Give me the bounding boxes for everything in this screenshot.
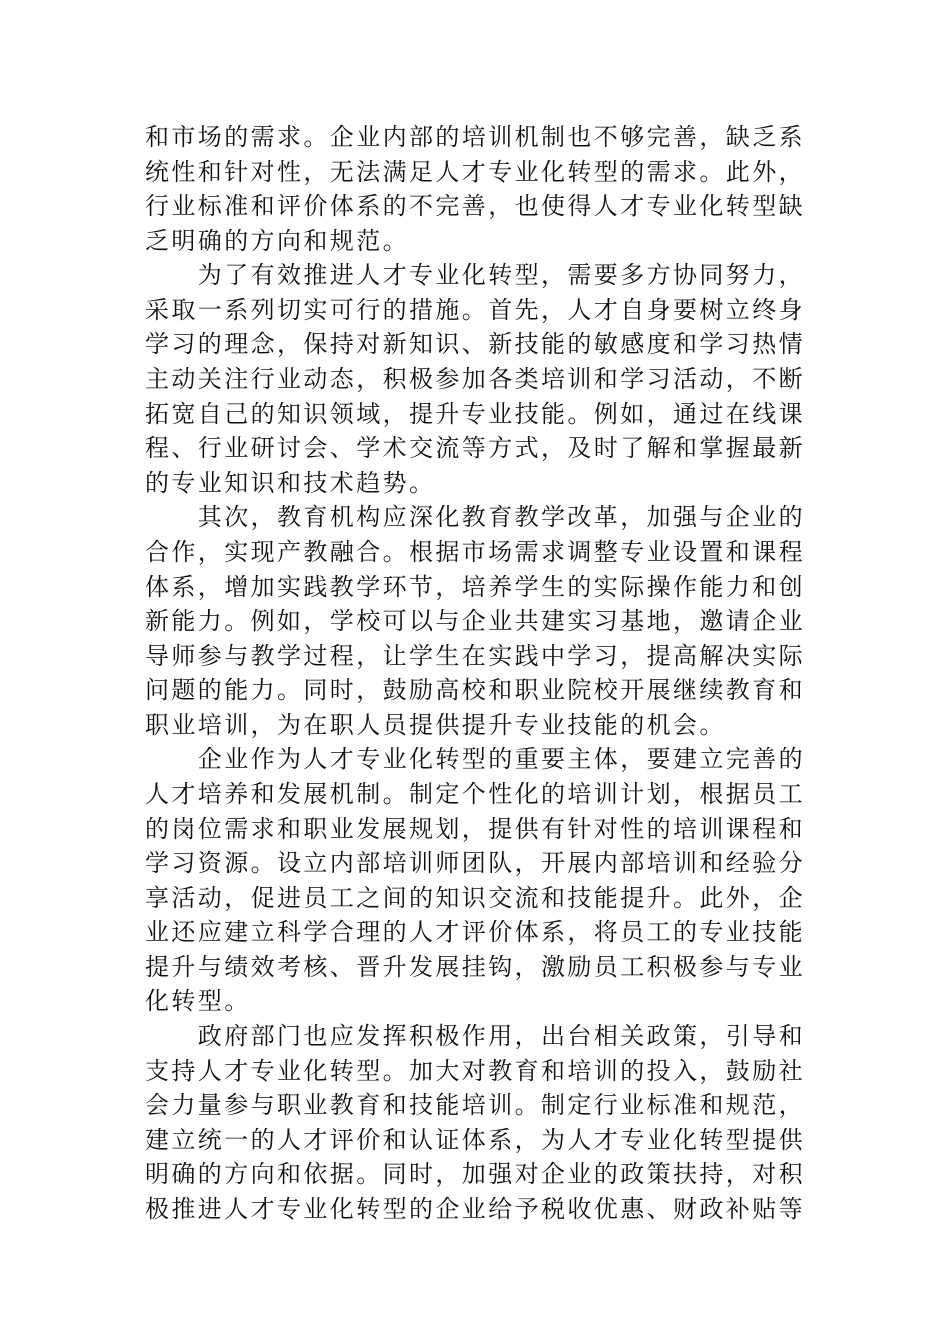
text-line: 导师参与教学过程，让学生在实践中学习，提高解决实际	[145, 641, 805, 670]
text-line: 行业标准和评价体系的不完善，也使得人才专业化转型缺	[145, 192, 805, 221]
text-line: 学习资源。设立内部培训师团队，开展内部培训和经验分	[145, 849, 805, 878]
text-line: 采取一系列切实可行的措施。首先，人才自身要树立终身	[145, 295, 805, 324]
text-line: 享活动，促进员工之间的知识交流和技能提升。此外，企	[145, 883, 805, 912]
text-line: 化转型。	[145, 987, 251, 1016]
text-line: 问题的能力。同时，鼓励高校和职业院校开展继续教育和	[145, 676, 805, 705]
text-line: 学习的理念，保持对新知识、新技能的敏感度和学习热情	[145, 330, 805, 359]
text-line: 的岗位需求和职业发展规划，提供有针对性的培训课程和	[145, 814, 805, 843]
text-line: 合作，实现产教融合。根据市场需求调整专业设置和课程	[145, 537, 805, 566]
text-line: 程、行业研讨会、学术交流等方式，及时了解和掌握最新	[145, 434, 805, 463]
text-line: 建立统一的人才评价和认证体系，为人才专业化转型提供	[145, 1125, 805, 1154]
text-line: 人才培养和发展机制。制定个性化的培训计划，根据员工	[145, 779, 805, 808]
text-line: 提升与绩效考核、晋升发展挂钩，激励员工积极参与专业	[145, 952, 805, 981]
text-line: 拓宽自己的知识领域，提升专业技能。例如，通过在线课	[145, 399, 805, 428]
text-line: 职业培训，为在职人员提供提升专业技能的机会。	[145, 710, 726, 739]
text-line: 其次，教育机构应深化教育教学改革，加强与企业的	[197, 503, 805, 532]
paragraph-government	[145, 1019, 809, 1226]
text-line: 政府部门也应发挥积极作用，出台相关政策，引导和	[197, 1022, 805, 1051]
text-line: 体系，增加实践教学环节，培养学生的实际操作能力和创	[145, 572, 805, 601]
text-line: 极推进人才专业化转型的企业给予税收优惠、财政补贴等	[145, 1194, 805, 1223]
text-line: 和市场的需求。企业内部的培训机制也不够完善，缺乏系	[145, 123, 805, 151]
text-line: 业还应建立科学合理的人才评价体系，将员工的专业技能	[145, 918, 805, 947]
document-body	[145, 120, 809, 1227]
text-line: 明确的方向和依据。同时，加强对企业的政策扶持，对积	[145, 1160, 805, 1189]
paragraph-education-institutions	[145, 500, 809, 742]
text-line: 统性和针对性，无法满足人才专业化转型的需求。此外，	[145, 157, 805, 186]
text-line: 乏明确的方向和规范。	[145, 226, 409, 255]
paragraph-enterprises	[145, 742, 809, 1019]
paragraph-continuation	[145, 120, 809, 258]
text-line: 的专业知识和技术趋势。	[145, 468, 436, 497]
text-line: 会力量参与职业教育和技能培训。制定行业标准和规范，	[145, 1091, 805, 1120]
text-line: 新能力。例如，学校可以与企业共建实习基地，邀请企业	[145, 607, 805, 636]
text-line: 主动关注行业动态，积极参加各类培训和学习活动，不断	[145, 365, 805, 394]
text-line: 企业作为人才专业化转型的重要主体，要建立完善的	[197, 745, 805, 774]
paragraph-individual-learning	[145, 258, 809, 500]
text-line: 为了有效推进人才专业化转型，需要多方协同努力，	[197, 261, 805, 290]
text-line: 支持人才专业化转型。加大对教育和培训的投入，鼓励社	[145, 1056, 805, 1085]
